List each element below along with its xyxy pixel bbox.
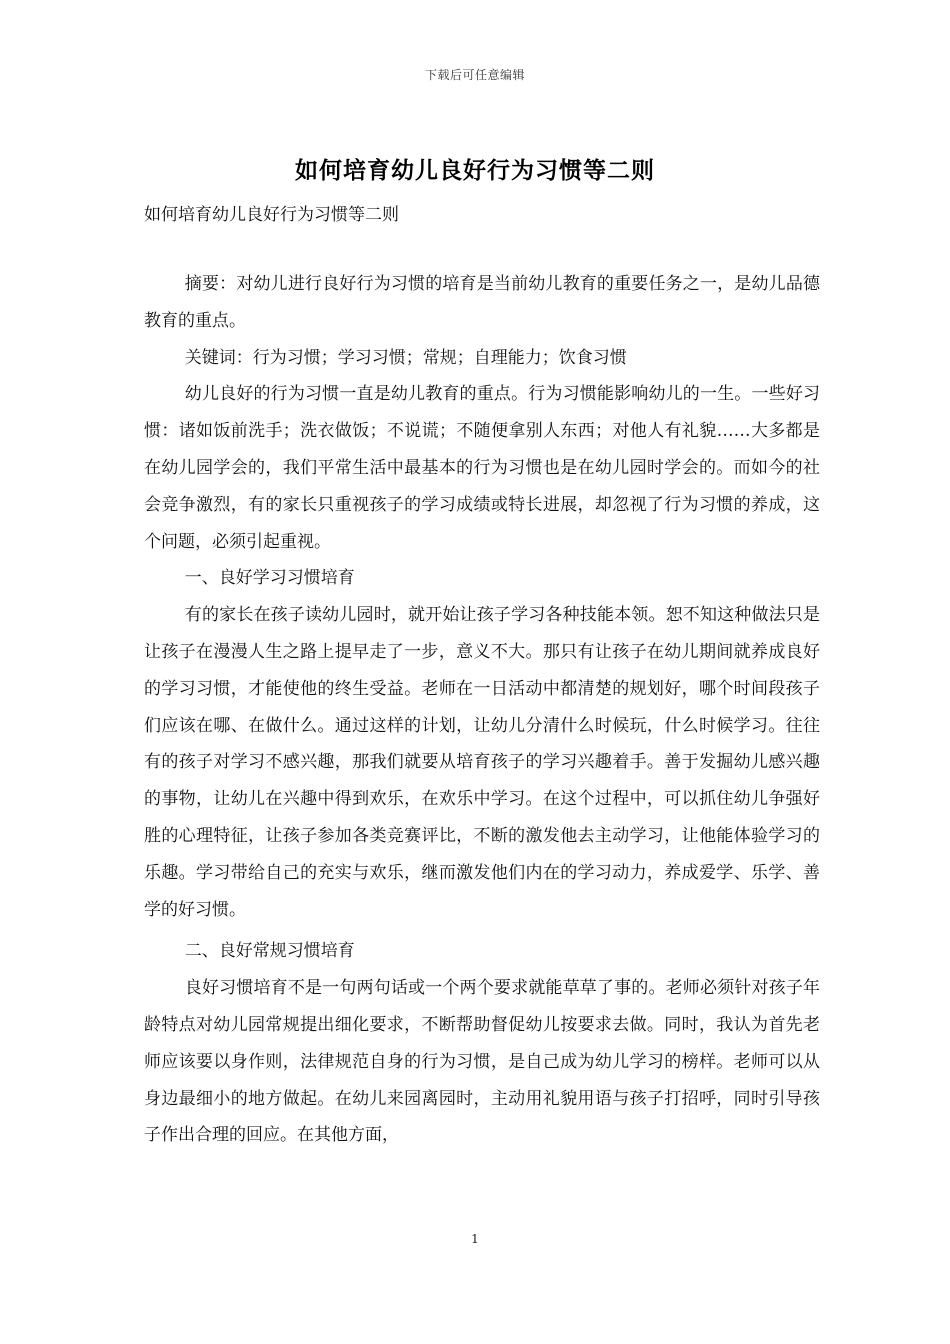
section1-paragraph: 有的家长在孩子读幼儿园时，就开始让孩子学习各种技能本领。恕不知这种做法只是让孩子在漫漫人生之路上提早走了一步，意义不大。那只有让孩子在幼儿期间就养成良好的学习习惯，才能使他的终生受益。老师在一日活动中都清楚的规划好，哪个时间段孩子们应该在哪、在做什么。通过这样的计划，让幼儿分清什么时候玩，什么时候学习。往往有的孩子对学习不感兴趣，那我们就要从培育孩子的学习兴趣着手。善于发掘幼儿感兴趣的事物，让幼儿在兴趣中得到欢乐，在欢乐中学习。在这个过程中，可以抓住幼儿争强好胜的心理特征，让孩子参加各类竞赛评比，不断的激发他去主动学习，让他能体验学习的乐趣。学习带给自己的充实与欢乐，继而激发他们内在的学习动力，养成爱学、乐学、善学的好习惯。: [144, 605, 820, 920]
page-number: 1: [471, 1232, 479, 1246]
document-title: 如何培育幼儿良好行为习惯等二则: [295, 157, 655, 184]
intro-paragraph: 幼儿良好的行为习惯一直是幼儿教育的重点。行为习惯能影响幼儿的一生。一些好习惯：诸如饭前洗手；洗衣做饭；不说谎；不随便拿别人东西；对他人有礼貌……大多都是在幼儿园学会的，我们平常生活中最基本的行为习惯也是在幼儿园时学会的。而如今的社会竞争激烈，有的家长只重视孩子的学习成绩或特长进展，却忽视了行为习惯的养成，这个问题，必须引起重视。: [144, 384, 820, 552]
page-header: 下载后可任意编辑: [424, 68, 525, 82]
keywords-paragraph: 关键词：行为习惯；学习习惯；常规；自理能力；饮食习惯: [184, 347, 627, 368]
document-body: [144, 266, 820, 1154]
abstract-paragraph: 摘要：对幼儿进行良好行为习惯的培育是当前幼儿教育的重要任务之一，是幼儿品德教育的重点。: [144, 274, 820, 331]
section2-paragraph: 良好习惯培育不是一句两句话或一个两个要求就能草草了事的。老师必须针对孩子年龄特点对幼儿园常规提出细化要求，不断帮助督促幼儿按要求去做。同时，我认为首先老师应该要以身作则，法律规范自身的行为习惯，是自己成为幼儿学习的榜样。老师可以从身边最细小的地方做起。在幼儿来园离园时，主动用礼貌用语与孩子打招呼，同时引导孩子作出合理的回应。在其他方面，: [144, 978, 820, 1146]
document-subtitle: 如何培育幼儿良好行为习惯等二则: [144, 205, 399, 225]
section2-heading: 二、良好常规习惯培育: [184, 941, 355, 962]
section1-heading: 一、良好学习习惯培育: [184, 568, 355, 589]
